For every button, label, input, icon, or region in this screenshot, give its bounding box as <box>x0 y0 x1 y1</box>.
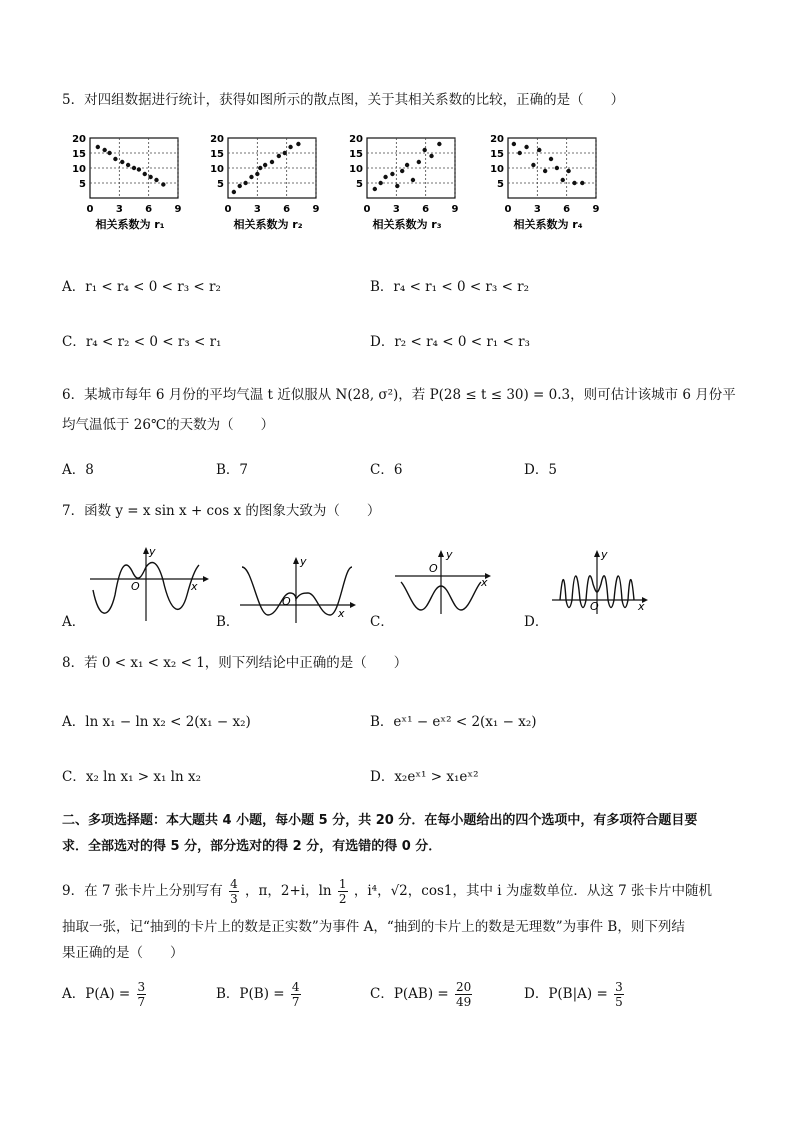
q9-d-num: 3 <box>615 980 623 994</box>
q9-option-a[interactable] <box>62 980 148 1009</box>
q8-option-d[interactable]: D．x₂eˣ¹ > x₁eˣ² <box>370 769 479 785</box>
scatter-point <box>580 181 584 185</box>
graph-b <box>238 555 358 625</box>
q9-option-c-frac <box>455 980 472 1009</box>
q9-c-num: 20 <box>456 980 472 994</box>
graph-b-origin-label: O <box>282 595 291 608</box>
scatter-point <box>113 157 117 161</box>
scatter-caption: 相关系数为 r₁ <box>95 218 165 231</box>
graph-c-x-label: x <box>481 576 488 589</box>
scatter-x-tick: 3 <box>115 204 123 215</box>
scatter-point <box>126 163 130 167</box>
scatter-point <box>243 181 247 185</box>
scatter-x-tick: 3 <box>392 204 400 215</box>
scatter-y-tick: 15 <box>349 149 363 160</box>
scatter-point <box>383 175 387 179</box>
scatter-point <box>148 175 152 179</box>
q5-option-b[interactable]: B．r₄ < r₁ < 0 < r₃ < r₂ <box>370 279 530 295</box>
scatter-y-tick: 10 <box>349 164 363 175</box>
q6-option-d[interactable]: D．5 <box>524 462 557 478</box>
q9-d-den: 5 <box>615 995 623 1009</box>
scatter-point <box>373 187 377 191</box>
scatter-x-tick: 3 <box>253 204 261 215</box>
q8-option-b[interactable]: B．eˣ¹ − eˣ² < 2(x₁ − x₂) <box>370 714 537 730</box>
scatter-point <box>137 167 141 171</box>
q6-option-a[interactable]: A．8 <box>62 462 94 478</box>
graph-c-y-arrow <box>438 550 444 557</box>
section2-line2: 求．全部选对的得 5 分，部分选对的得 2 分，有选错的得 0 分． <box>62 839 442 854</box>
scatter-caption: 相关系数为 r₂ <box>233 218 303 231</box>
scatter-point <box>537 148 541 152</box>
scatter-x-tick: 3 <box>533 204 541 215</box>
scatter-x-tick: 0 <box>504 204 512 215</box>
scatter-point <box>132 166 136 170</box>
scatter-point <box>417 160 421 164</box>
q6-stem-line2: 均气温低于 26℃的天数为（ ） <box>62 417 275 433</box>
q9-c-den: 49 <box>456 995 472 1009</box>
q7-option-d[interactable]: D． <box>524 614 549 630</box>
graph-c-origin-label: O <box>429 562 438 575</box>
scatter-caption: 相关系数为 r₄ <box>513 218 583 231</box>
scatter-y-tick: 15 <box>210 149 224 160</box>
scatter-point <box>255 172 259 176</box>
q6-option-c[interactable]: C．6 <box>370 462 403 478</box>
scatter-x-tick: 6 <box>563 204 571 215</box>
q9-line1-b: ，π，2+i，ln <box>245 883 332 899</box>
scatter-y-tick: 10 <box>72 164 86 175</box>
scatter-x-tick: 9 <box>592 204 600 215</box>
graph-a-y-label: y <box>149 545 156 558</box>
scatter-point <box>238 184 242 188</box>
scatter-plots <box>62 130 752 245</box>
scatter-y-tick: 10 <box>210 164 224 175</box>
scatter-point <box>249 175 253 179</box>
q5-option-d[interactable]: D．r₂ < r₄ < 0 < r₁ < r₃ <box>370 334 530 350</box>
scatter-caption: 相关系数为 r₃ <box>372 218 442 231</box>
scatter-x-tick: 0 <box>224 204 232 215</box>
q5-option-c[interactable]: C．r₄ < r₂ < 0 < r₃ < r₁ <box>62 334 222 350</box>
scatter-x-tick: 9 <box>312 204 320 215</box>
scatter-point <box>161 182 165 186</box>
scatter-point <box>524 145 528 149</box>
scatter-point <box>429 154 433 158</box>
q9-option-c[interactable] <box>370 980 474 1009</box>
scatter-point <box>270 160 274 164</box>
scatter-y-tick: 20 <box>490 134 504 145</box>
q9-frac2-den: 2 <box>338 892 347 906</box>
scatter-point <box>566 169 570 173</box>
scatter-plot-2 <box>210 134 319 231</box>
q9-option-d-frac <box>614 980 624 1009</box>
scatter-point <box>107 151 111 155</box>
scatter-point <box>120 160 124 164</box>
scatter-point <box>277 154 281 158</box>
scatter-point <box>543 169 547 173</box>
scatter-plot-3 <box>349 134 458 231</box>
scatter-point <box>549 157 553 161</box>
scatter-point <box>232 190 236 194</box>
graph-d-y-arrow <box>594 550 600 557</box>
scatter-y-tick: 20 <box>349 134 363 145</box>
scatter-point <box>531 163 535 167</box>
graph-b-y-arrow <box>293 557 299 564</box>
scatter-point <box>154 178 158 182</box>
q9-frac1-den: 3 <box>230 892 238 906</box>
q7-option-a[interactable]: A． <box>62 614 86 630</box>
q9-stem-line1 <box>62 876 752 906</box>
graph-d-y-label: y <box>601 548 608 561</box>
scatter-point <box>411 178 415 182</box>
graph-b-x-label: x <box>338 607 345 620</box>
scatter-point <box>296 142 300 146</box>
q9-option-a-label: A．P(A) = <box>62 986 131 1002</box>
q7-option-c[interactable]: C． <box>370 614 394 630</box>
scatter-point <box>512 142 516 146</box>
scatter-point <box>437 142 441 146</box>
graph-b-curve <box>242 567 352 615</box>
scatter-point <box>518 151 522 155</box>
q5-scatter-group <box>62 130 752 245</box>
q9-option-b-frac <box>291 980 301 1009</box>
q9-frac2-num: 1 <box>338 877 347 891</box>
scatter-x-tick: 6 <box>145 204 153 215</box>
q7-graph-b <box>238 555 358 629</box>
graph-b-y-label: y <box>300 555 307 568</box>
scatter-y-tick: 20 <box>210 134 224 145</box>
q9-frac-one-half <box>338 877 348 906</box>
scatter-y-tick: 15 <box>490 149 504 160</box>
q9-option-b[interactable] <box>216 980 303 1009</box>
scatter-point <box>422 148 426 152</box>
q9-b-den: 7 <box>291 995 300 1009</box>
q7-graph-d <box>550 548 655 622</box>
scatter-y-tick: 5 <box>497 179 504 190</box>
q5-stem: 5．对四组数据进行统计，获得如图所示的散点图，关于其相关系数的比较，正确的是（ ） <box>62 92 625 108</box>
q9-option-b-label: B．P(B) = <box>216 986 285 1002</box>
graph-a <box>85 545 210 623</box>
scatter-point <box>96 145 100 149</box>
scatter-x-tick: 6 <box>422 204 430 215</box>
scatter-point <box>561 178 565 182</box>
scatter-y-tick: 5 <box>79 179 86 190</box>
q7-stem: 7．函数 y = x sin x + cos x 的图象大致为（ ） <box>62 503 381 519</box>
graph-a-origin-label: O <box>131 580 140 593</box>
graph-c-y-label: y <box>446 548 453 561</box>
scatter-point <box>395 184 399 188</box>
q9-frac-four-thirds <box>229 877 239 906</box>
q7-graph-a <box>85 545 210 627</box>
scatter-y-tick: 5 <box>217 179 224 190</box>
scatter-y-tick: 10 <box>490 164 504 175</box>
q6-option-b[interactable]: B．7 <box>216 462 249 478</box>
q9-a-den: 7 <box>137 995 146 1009</box>
scatter-point <box>102 148 106 152</box>
scatter-x-tick: 6 <box>283 204 291 215</box>
q8-stem: 8．若 0 < x₁ < x₂ < 1，则下列结论中正确的是（ ） <box>62 655 408 671</box>
q9-frac1-num: 4 <box>230 877 238 891</box>
scatter-point <box>258 166 262 170</box>
scatter-point <box>288 145 292 149</box>
q5-option-a[interactable]: A．r₁ < r₄ < 0 < r₃ < r₂ <box>62 279 221 295</box>
graph-b-x-arrow <box>350 602 356 608</box>
scatter-point <box>143 172 147 176</box>
q9-stem-line3: 果正确的是（ ） <box>62 945 184 961</box>
scatter-point <box>283 151 287 155</box>
q9-stem-line2: 抽取一张，记“抽到的卡片上的数是正实数”为事件 A，“抽到的卡片上的数是无理数”为事件 B，则下列结 <box>62 919 685 935</box>
scatter-y-tick: 15 <box>72 149 86 160</box>
q9-option-d-label: D．P(B|A) = <box>524 986 608 1002</box>
scatter-x-tick: 9 <box>174 204 182 215</box>
q8-option-a[interactable]: A．ln x₁ − ln x₂ < 2(x₁ − x₂) <box>62 714 251 730</box>
scatter-x-tick: 0 <box>86 204 94 215</box>
q9-option-d[interactable] <box>524 980 626 1009</box>
q9-line1-a: 9．在 7 张卡片上分别写有 <box>62 883 223 899</box>
scatter-point <box>572 181 576 185</box>
q6-stem-line1: 6．某城市每年 6 月份的平均气温 t 近似服从 N(28, σ²)，若 P(28 ≤ t ≤ 30) = 0.3，则可估计该城市 6 月份平 <box>62 387 736 403</box>
graph-c <box>393 548 503 618</box>
scatter-point <box>378 181 382 185</box>
scatter-point <box>263 163 267 167</box>
scatter-plot-4 <box>490 134 599 231</box>
graph-a-x-label: x <box>191 580 198 593</box>
q9-a-num: 3 <box>137 980 146 994</box>
scatter-y-tick: 5 <box>356 179 363 190</box>
q9-option-c-label: C．P(AB) = <box>370 986 449 1002</box>
section2-line1: 二、多项选择题：本大题共 4 小题，每小题 5 分，共 20 分．在每小题给出的四个选项中，有多项符合题目要 <box>62 813 698 828</box>
scatter-x-tick: 0 <box>363 204 371 215</box>
scatter-x-tick: 9 <box>451 204 459 215</box>
q7-option-b[interactable]: B． <box>216 614 240 630</box>
q7-graph-c <box>393 548 503 622</box>
scatter-plot-1 <box>72 134 181 231</box>
graph-d-x-label: x <box>638 600 645 613</box>
scatter-point <box>390 172 394 176</box>
q8-option-c[interactable]: C．x₂ ln x₁ > x₁ ln x₂ <box>62 769 202 785</box>
q9-option-a-frac <box>137 980 147 1009</box>
graph-d-origin-label: O <box>590 600 599 613</box>
q9-b-num: 4 <box>291 980 300 994</box>
graph-a-x-arrow <box>203 576 209 582</box>
scatter-point <box>555 166 559 170</box>
q9-line1-c: ，i⁴，√2，cos1，其中 i 为虚数单位．从这 7 张卡片中随机 <box>353 883 713 899</box>
graph-d <box>550 548 655 618</box>
scatter-y-tick: 20 <box>72 134 86 145</box>
scatter-point <box>405 163 409 167</box>
scatter-point <box>400 169 404 173</box>
